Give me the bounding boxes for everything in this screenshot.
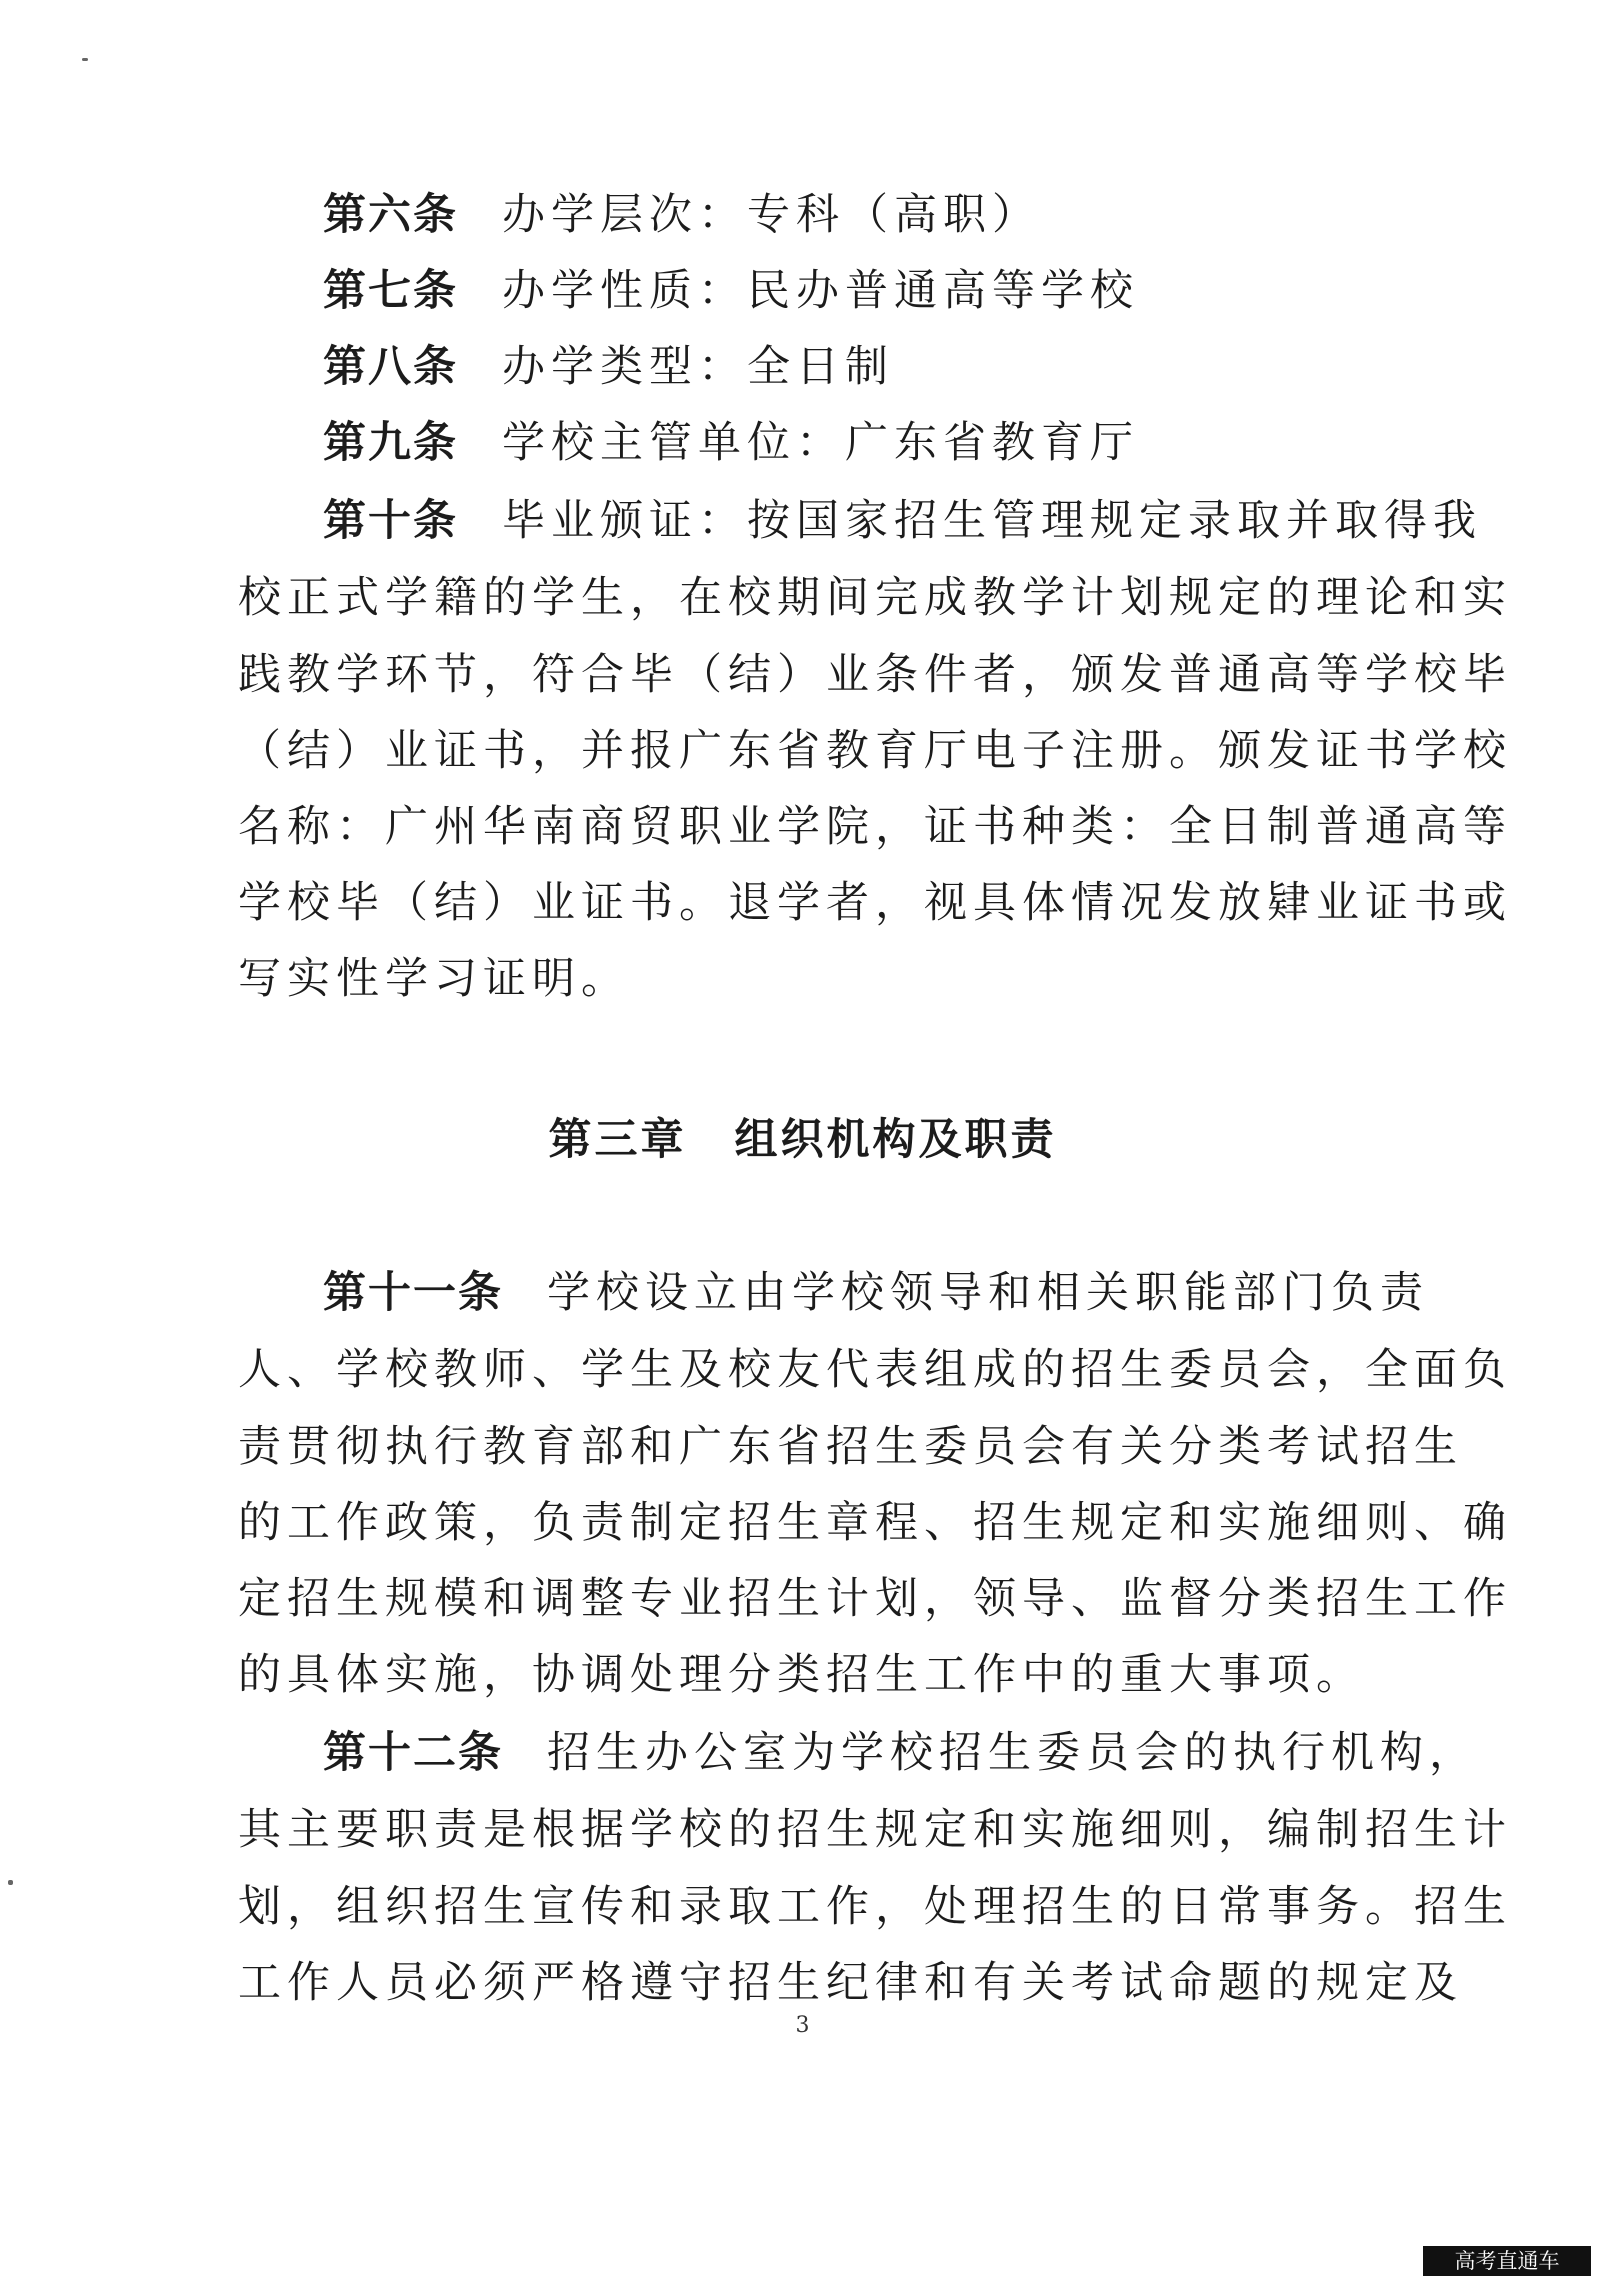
article-10	[323, 486, 1483, 556]
article-text: 学校主管单位：广东省教育厅	[502, 418, 1139, 468]
article-label: 第十一条	[323, 1268, 503, 1318]
article-10-line: （结）业证书，并报广东省教育厅电子注册。颁发证书学校	[238, 726, 1512, 776]
article-text: 毕业颁证：按国家招生管理规定录取并取得我	[502, 496, 1482, 546]
article-10-line: 学校毕（结）业证书。退学者，视具体情况发放肄业证书或	[238, 878, 1512, 928]
chapter-title: 组织机构及职责	[734, 1115, 1057, 1165]
article-text: 办学类型：全日制	[502, 342, 894, 392]
scan-speck	[8, 1880, 13, 1885]
article-8	[323, 332, 1483, 402]
article-12-line: 划，组织招生宣传和录取工作，处理招生的日常事务。招生	[238, 1882, 1512, 1932]
watermark-badge: 高考直通车	[1423, 2246, 1591, 2276]
chapter-heading	[0, 1105, 1605, 1175]
article-label: 第十二条	[323, 1728, 503, 1778]
article-label: 第六条	[323, 190, 458, 240]
article-7	[323, 256, 1483, 326]
article-12-line: 其主要职责是根据学校的招生规定和实施细则，编制招生计	[238, 1805, 1512, 1855]
article-10-line: 校正式学籍的学生，在校期间完成教学计划规定的理论和实	[238, 573, 1512, 623]
article-label: 第九条	[323, 418, 458, 468]
article-text: 办学性质：民办普通高等学校	[502, 266, 1139, 316]
article-10-line: 践教学环节，符合毕（结）业条件者，颁发普通高等学校毕	[238, 650, 1512, 700]
article-label: 第十条	[323, 496, 458, 546]
scan-speck	[82, 58, 88, 61]
article-11-line: 定招生规模和调整专业招生计划，领导、监督分类招生工作	[238, 1574, 1512, 1624]
article-text: 招生办公室为学校招生委员会的执行机构，	[547, 1728, 1478, 1778]
article-text: 学校设立由学校领导和相关职能部门负责	[547, 1268, 1429, 1318]
article-12-line: 工作人员必须严格遵守招生纪律和有关考试命题的规定及	[238, 1958, 1463, 2008]
article-10-line: 写实性学习证明。	[238, 954, 630, 1004]
article-11-line: 的工作政策，负责制定招生章程、招生规定和实施细则、确	[238, 1498, 1512, 1548]
article-11	[323, 1258, 1483, 1328]
article-11-line: 责贯彻执行教育部和广东省招生委员会有关分类考试招生	[238, 1422, 1463, 1472]
article-12	[323, 1718, 1483, 1788]
article-10-line: 名称：广州华南商贸职业学院，证书种类：全日制普通高等	[238, 802, 1512, 852]
page-number: 3	[795, 2013, 810, 2038]
article-label: 第八条	[323, 342, 458, 392]
article-text: 办学层次：专科（高职）	[502, 190, 1041, 240]
article-11-line: 的具体实施，协调处理分类招生工作中的重大事项。	[238, 1650, 1365, 1700]
article-6	[323, 180, 1483, 250]
article-11-line: 人、学校教师、学生及校友代表组成的招生委员会，全面负	[238, 1345, 1512, 1395]
article-9	[323, 408, 1483, 478]
chapter-number: 第三章	[548, 1115, 687, 1165]
article-label: 第七条	[323, 266, 458, 316]
